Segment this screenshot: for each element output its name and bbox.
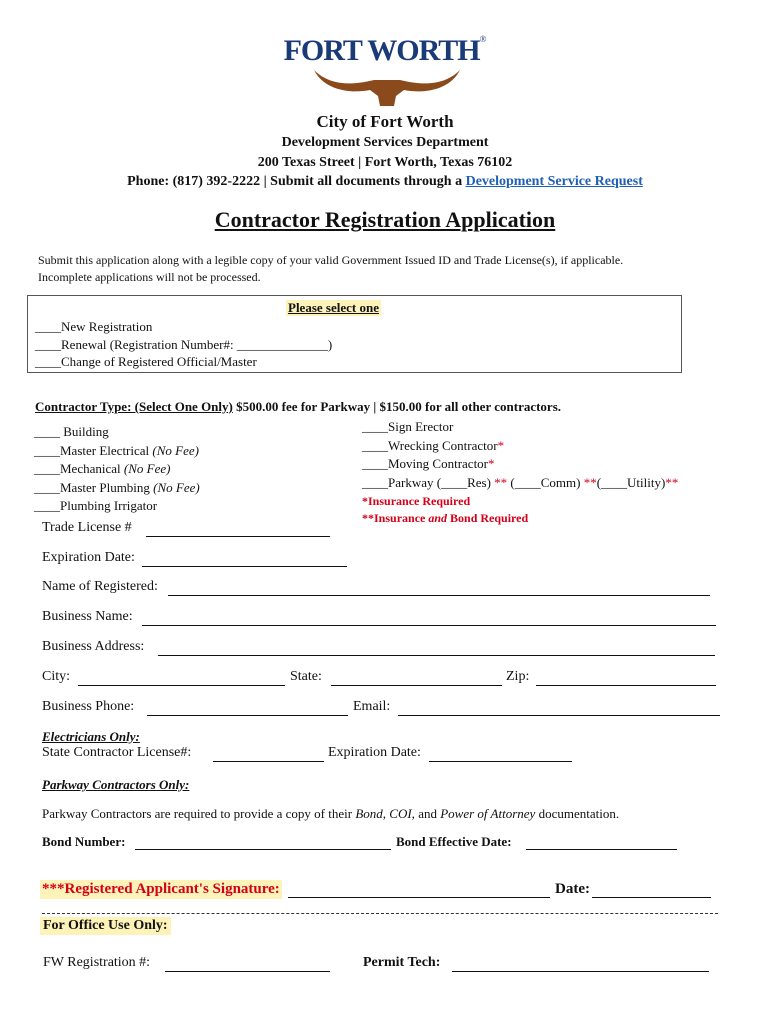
bond-number-input[interactable] bbox=[135, 849, 391, 850]
type-parkway[interactable] bbox=[362, 474, 678, 493]
permit-tech-input[interactable] bbox=[452, 971, 709, 972]
state-input[interactable] bbox=[331, 685, 502, 686]
registration-options bbox=[35, 318, 332, 372]
zip-input[interactable] bbox=[536, 685, 716, 686]
option-change-official[interactable]: ____Change of Registered Official/Master bbox=[35, 354, 257, 369]
business-phone-input[interactable] bbox=[147, 715, 348, 716]
bond-mark: ** bbox=[665, 474, 679, 490]
electrician-expiration-input[interactable] bbox=[429, 761, 572, 762]
type-label: Master Electrical bbox=[60, 442, 153, 458]
type-sign-erector[interactable]: ____Sign Erector bbox=[362, 419, 454, 434]
city-name: City of Fort Worth bbox=[316, 112, 454, 131]
department-name: Development Services Department bbox=[281, 135, 489, 150]
signature-date-label: Date: bbox=[555, 881, 590, 897]
type-label: Plumbing Irrigator bbox=[60, 498, 158, 513]
contractor-type-heading bbox=[35, 399, 561, 415]
signature-input[interactable] bbox=[288, 897, 550, 898]
blank: ____ bbox=[34, 479, 60, 495]
type-moving[interactable] bbox=[362, 455, 678, 474]
type-master-electrical[interactable] bbox=[34, 442, 200, 461]
fw-registration-label: FW Registration #: bbox=[43, 955, 151, 970]
logo bbox=[0, 34, 770, 68]
business-address-input[interactable] bbox=[158, 655, 715, 656]
bond-effective-date-input[interactable] bbox=[526, 849, 677, 850]
state-label: State: bbox=[290, 669, 322, 684]
parkway-text: Parkway Contractors are required to provide a copy of their bbox=[42, 806, 356, 821]
parkway-poa: Power of Attorney bbox=[440, 806, 536, 821]
bond-mark: ** bbox=[583, 474, 597, 490]
type-label: Building bbox=[63, 424, 109, 439]
electrician-expiration-label: Expiration Date: bbox=[328, 745, 421, 760]
fw-registration-input[interactable] bbox=[165, 971, 330, 972]
department-address: 200 Texas Street | Fort Worth, Texas 76102 bbox=[257, 155, 513, 170]
type-mechanical[interactable] bbox=[34, 460, 200, 479]
state-contractor-license-input[interactable] bbox=[213, 761, 324, 762]
logo-text: FORT WORTH bbox=[283, 34, 480, 67]
type-wrecking[interactable] bbox=[362, 437, 678, 456]
blank: ____ bbox=[34, 498, 60, 513]
insurance-mark: * bbox=[488, 456, 495, 471]
name-registered-label: Name of Registered: bbox=[42, 579, 158, 594]
email-input[interactable] bbox=[398, 715, 720, 716]
type-master-plumbing[interactable] bbox=[34, 479, 200, 498]
blank: ____ bbox=[34, 442, 60, 458]
blank: ____ bbox=[34, 424, 64, 439]
expiration-date-input[interactable] bbox=[142, 566, 347, 567]
expiration-date-label: Expiration Date: bbox=[42, 550, 135, 565]
email-label: Email: bbox=[353, 699, 391, 714]
page-title: Contractor Registration Application bbox=[214, 207, 556, 232]
city-label: City: bbox=[42, 669, 71, 684]
instructions-line-1: Submit this application along with a legible copy of your valid Government Issued ID and Trade License(s), if applicable. bbox=[38, 253, 624, 267]
type-building[interactable] bbox=[34, 423, 200, 442]
zip-label: Zip: bbox=[506, 669, 530, 684]
signature-label: ***Registered Applicant's Signature: bbox=[42, 881, 280, 897]
parkway-res: ____Parkway (____Res) bbox=[362, 474, 495, 490]
parkway-text: documentation. bbox=[535, 806, 620, 821]
parkway-utility: (____Utility) bbox=[596, 474, 666, 490]
trade-license-input[interactable] bbox=[146, 536, 330, 537]
business-phone-label: Business Phone: bbox=[42, 699, 135, 714]
logo-registered-mark: ® bbox=[479, 34, 487, 44]
type-plumbing-irrigator[interactable] bbox=[34, 497, 200, 516]
type-label: ____Wrecking Contractor bbox=[362, 437, 498, 453]
type-label: ____Moving Contractor bbox=[362, 456, 489, 471]
development-service-request-link[interactable]: Development Service Request bbox=[465, 174, 643, 189]
office-use-heading: For Office Use Only: bbox=[40, 917, 171, 935]
signature-date-input[interactable] bbox=[592, 897, 711, 898]
registration-type-box bbox=[27, 295, 682, 373]
electricians-heading: Electricians Only: bbox=[42, 729, 140, 744]
insurance-mark: * bbox=[497, 437, 505, 453]
business-name-label: Business Name: bbox=[42, 609, 133, 624]
parkway-comm: (____Comm) bbox=[510, 474, 584, 490]
instructions-line-2: Incomplete applications will not be processed. bbox=[38, 270, 261, 284]
contractor-fee-text: $500.00 fee for Parkway | $150.00 for all other contractors. bbox=[232, 399, 562, 414]
parkway-heading: Parkway Contractors Only: bbox=[42, 777, 190, 792]
permit-tech-label: Permit Tech: bbox=[363, 955, 441, 970]
registration-box-heading: Please select one bbox=[288, 300, 379, 315]
trade-license-label: Trade License # bbox=[42, 520, 132, 535]
parkway-requirements bbox=[42, 806, 619, 822]
city-input[interactable] bbox=[78, 685, 285, 686]
bond-number-label: Bond Number: bbox=[42, 834, 126, 849]
state-contractor-license-label: State Contractor License#: bbox=[42, 745, 192, 760]
note-text-and: and bbox=[428, 511, 448, 525]
parkway-text: and bbox=[414, 806, 441, 821]
option-new-registration[interactable]: ____New Registration bbox=[35, 319, 153, 334]
fee-note: (No Fee) bbox=[123, 461, 171, 476]
contractor-type-right-list bbox=[362, 418, 678, 527]
type-label: Master Plumbing bbox=[60, 479, 154, 495]
longhorn-icon bbox=[312, 66, 462, 108]
contractor-type-left-list bbox=[34, 423, 200, 516]
bond-effective-date-label: Bond Effective Date: bbox=[396, 834, 512, 849]
option-renewal[interactable]: ____Renewal (Registration Number#: ______________) bbox=[35, 336, 333, 352]
insurance-bond-note bbox=[362, 510, 678, 527]
contact-line bbox=[0, 174, 770, 190]
contractor-type-label: Contractor Type: (Select One Only) bbox=[35, 399, 233, 414]
parkway-bond-coi: Bond, COI, bbox=[355, 806, 415, 821]
note-text: Bond Required bbox=[447, 511, 529, 525]
note-text: **Insurance bbox=[362, 511, 429, 525]
office-divider bbox=[42, 913, 718, 914]
fee-note: (No Fee) bbox=[153, 479, 200, 495]
type-label: Mechanical bbox=[60, 461, 124, 476]
phone-text: Phone: (817) 392-2222 | Submit all documents through a bbox=[127, 174, 466, 189]
fee-note: (No Fee) bbox=[152, 442, 199, 458]
bond-mark: ** bbox=[494, 474, 511, 490]
business-name-input[interactable] bbox=[142, 625, 716, 626]
business-address-label: Business Address: bbox=[42, 639, 145, 654]
name-registered-input[interactable] bbox=[168, 595, 710, 596]
insurance-note: *Insurance Required bbox=[362, 494, 471, 508]
blank: ____ bbox=[34, 461, 60, 476]
